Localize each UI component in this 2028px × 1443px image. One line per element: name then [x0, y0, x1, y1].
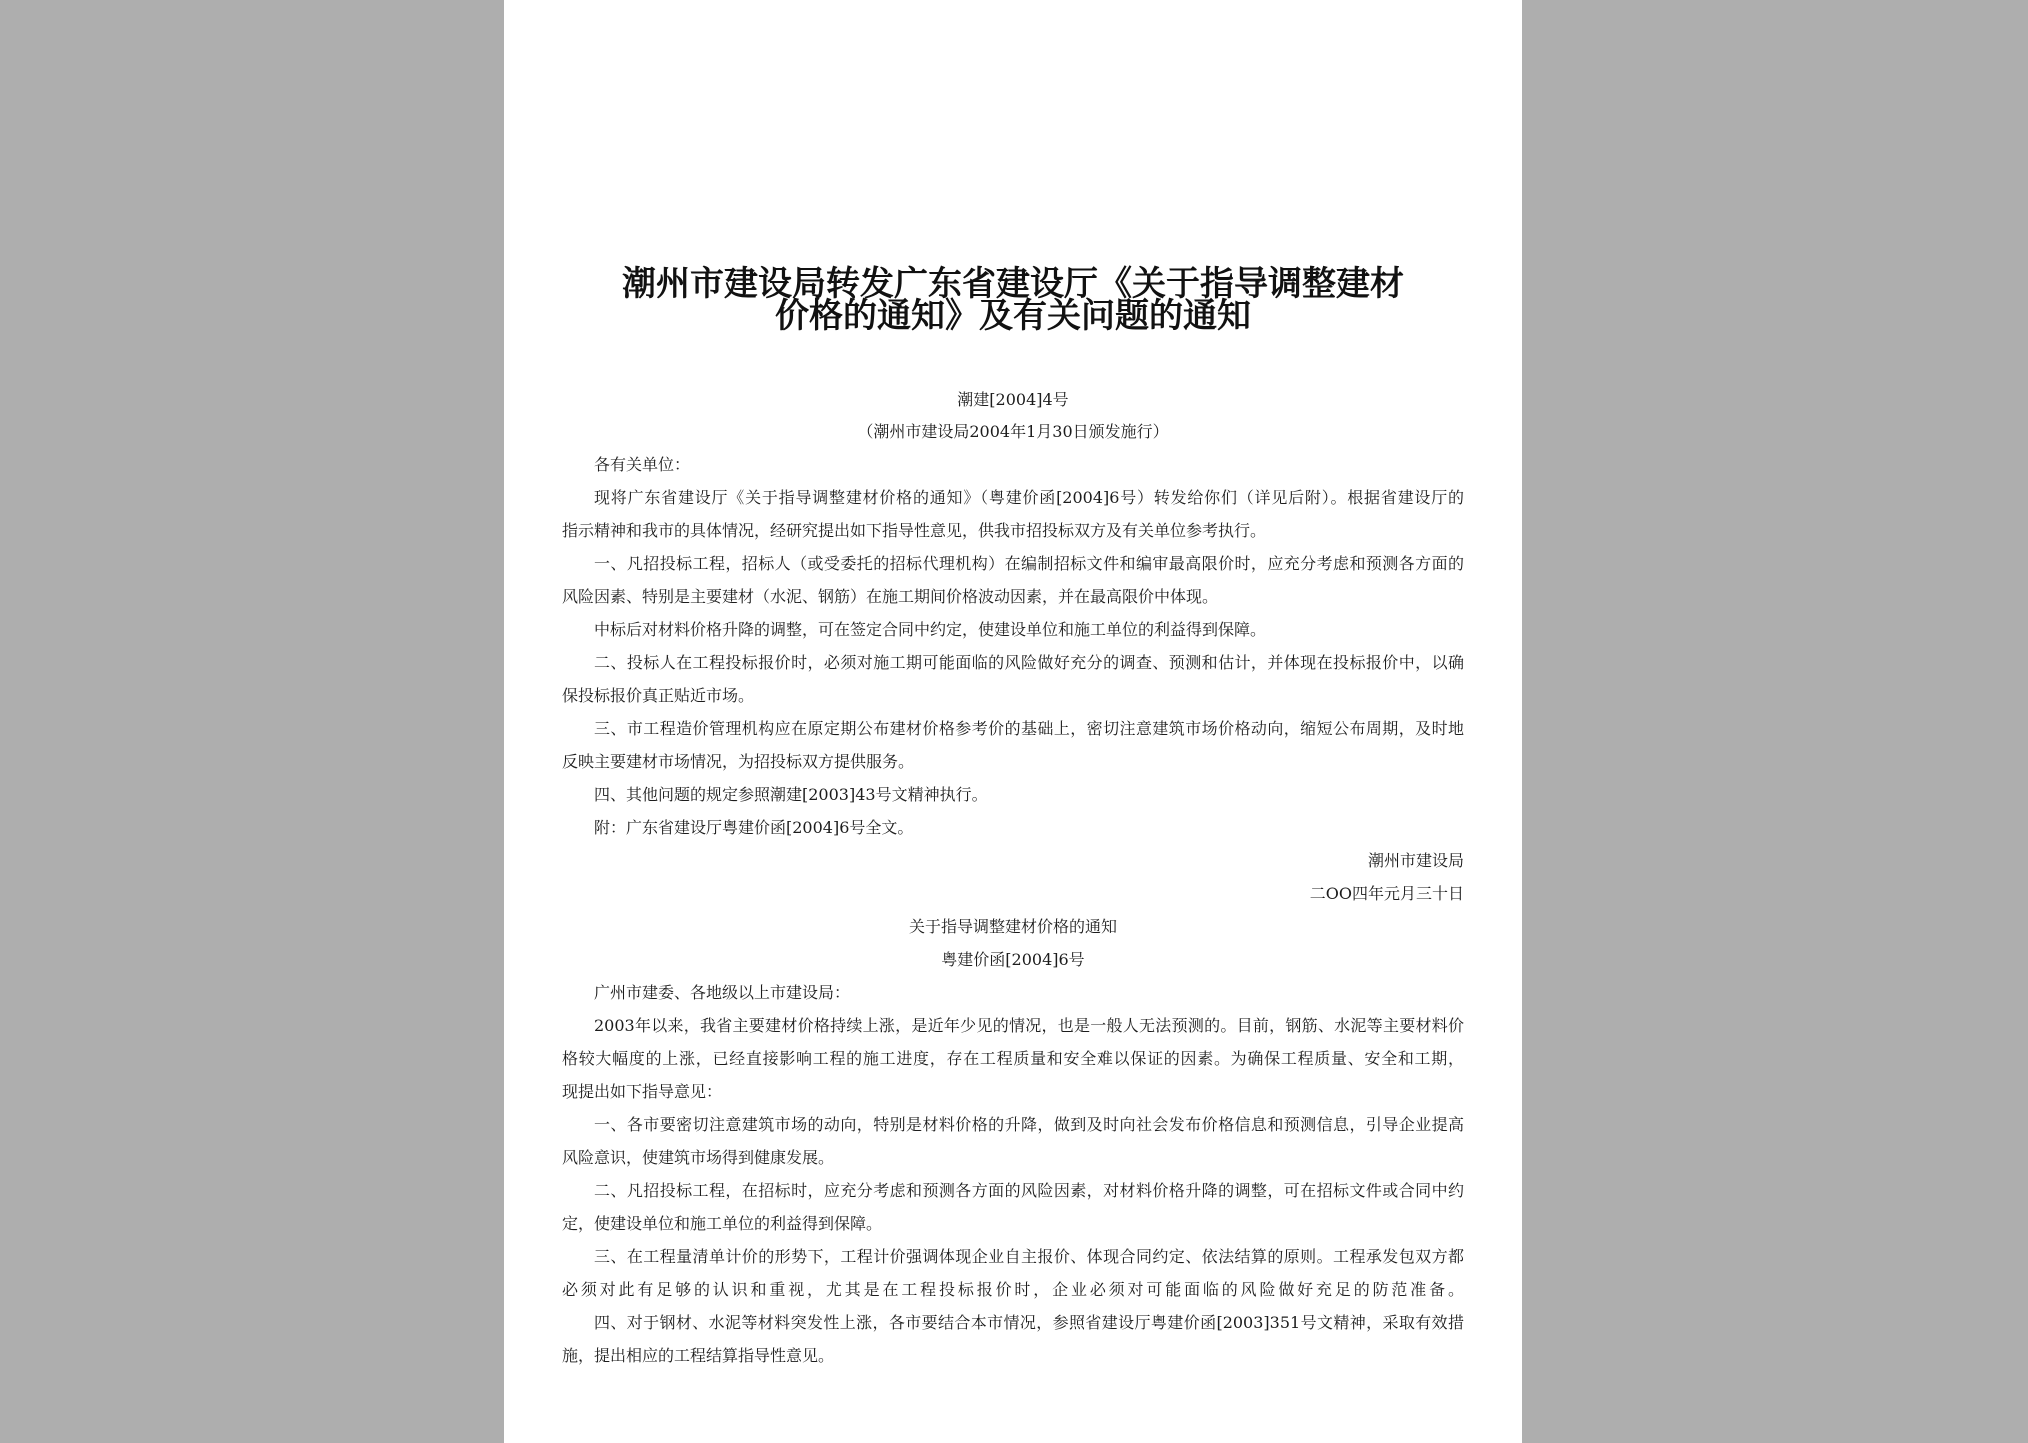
attachment-number: 粤建价函[2004]6号: [941, 950, 1085, 969]
attachment-paragraph-line: 现提出如下指导意见：: [562, 1082, 723, 1101]
attachment-paragraph-line: 必须对此有足够的认识和重视，尤其是在工程投标报价时，企业必须对可能面临的风险做好充足的防范准备。: [562, 1280, 1464, 1299]
attachment-paragraph-line: 格较大幅度的上涨，已经直接影响工程的施工进度，存在工程质量和安全难以保证的因素。为确保工程质量、安全和工期，: [562, 1049, 1464, 1068]
attachment-paragraph-line: 二、凡招投标工程，在招标时，应充分考虑和预测各方面的风险因素，对材料价格升降的调整，可在招标文件或合同中约: [594, 1181, 1464, 1200]
paragraph-line: 一、凡招投标工程，招标人（或受委托的招标代理机构）在编制招标文件和编审最高限价时，应充分考虑和预测各方面的: [594, 554, 1464, 573]
document-page: [504, 0, 1522, 1443]
attachment-paragraph-line: 四、对于钢材、水泥等材料突发性上涨，各市要结合本市情况，参照省建设厅粤建价函[2003]351号文精神，采取有效措: [594, 1313, 1464, 1332]
paragraph-line: 反映主要建材市场情况，为招投标双方提供服务。: [562, 752, 915, 771]
paragraph-line: 指示精神和我市的具体情况，经研究提出如下指导性意见，供我市招投标双方及有关单位参考执行。: [562, 521, 1267, 540]
paragraph-line: 保投标报价真正贴近市场。: [562, 686, 755, 705]
document-number: 潮建[2004]4号: [957, 390, 1069, 409]
signature-date: 二OO四年元月三十日: [1309, 884, 1464, 903]
paragraph-line: 二、投标人在工程投标报价时，必须对施工期可能面临的风险做好充分的调查、预测和估计，并体现在投标报价中，以确: [594, 653, 1464, 672]
attachment-paragraph-line: 施，提出相应的工程结算指导性意见。: [562, 1346, 835, 1365]
signature-organization: 潮州市建设局: [1367, 851, 1464, 870]
paragraph-line: 风险因素、特别是主要建材（水泥、钢筋）在施工期间价格波动因素，并在最高限价中体现。: [562, 587, 1219, 606]
paragraph-line: 四、其他问题的规定参照潮建[2003]43号文精神执行。: [594, 785, 988, 804]
attachment-salutation: 广州市建委、各地级以上市建设局：: [594, 983, 851, 1002]
attachment-paragraph-line: 2003年以来，我省主要建材价格持续上涨，是近年少见的情况，也是一般人无法预测的。目前，钢筋、水泥等主要材料价: [594, 1016, 1464, 1035]
attachment-title: 关于指导调整建材价格的通知: [908, 917, 1117, 936]
attachment-paragraph-line: 三、在工程量清单计价的形势下，工程计价强调体现企业自主报价、体现合同约定、依法结算的原则。工程承发包双方都: [594, 1247, 1464, 1266]
document-title-line-1: 潮州市建设局转发广东省建设厅《关于指导调整建材: [622, 264, 1404, 304]
paragraph-line: 三、市工程造价管理机构应在原定期公布建材价格参考价的基础上，密切注意建筑市场价格动向，缩短公布周期，及时地: [594, 719, 1464, 738]
document-title-line-2: 价格的通知》及有关问题的通知: [775, 296, 1251, 336]
paragraph-line: 附：广东省建设厅粤建价函[2004]6号全文。: [594, 818, 914, 837]
salutation: 各有关单位：: [594, 455, 691, 474]
attachment-paragraph-line: 风险意识，使建筑市场得到健康发展。: [562, 1148, 835, 1167]
attachment-paragraph-line: 一、各市要密切注意建筑市场的动向，特别是材料价格的升降，做到及时向社会发布价格信息和预测信息，引导企业提高: [594, 1115, 1464, 1134]
paragraph-line: 中标后对材料价格升降的调整，可在签定合同中约定，使建设单位和施工单位的利益得到保障。: [594, 620, 1267, 639]
issue-note: （潮州市建设局2004年1月30日颁发施行）: [857, 422, 1169, 441]
attachment-paragraph-line: 定，使建设单位和施工单位的利益得到保障。: [562, 1214, 883, 1233]
paragraph-line: 现将广东省建设厅《关于指导调整建材价格的通知》（粤建价函[2004]6号）转发给你们（详见后附）。根据省建设厅的: [594, 488, 1464, 507]
